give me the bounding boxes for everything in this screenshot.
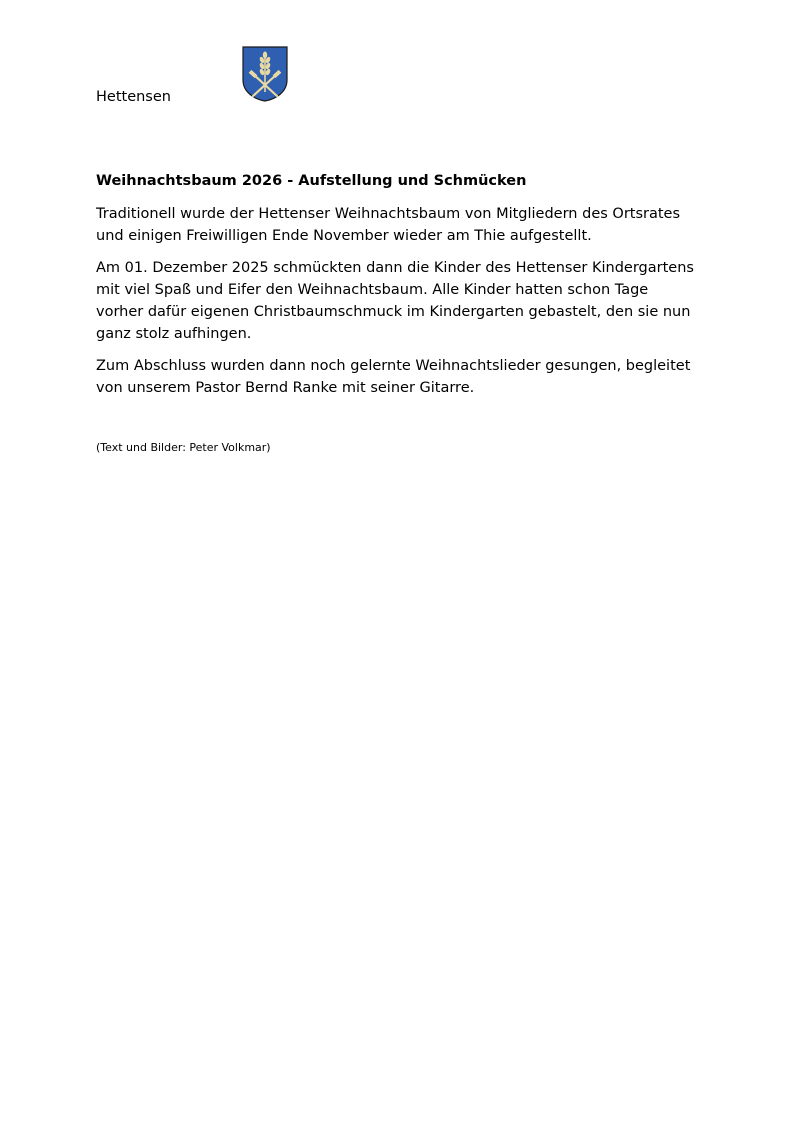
article-title: Weihnachtsbaum 2026 - Aufstellung und Schmücken — [96, 173, 527, 189]
town-name: Hettensen — [96, 89, 171, 105]
article-paragraph-3: Zum Abschluss wurden dann noch gelernte Weihnachtslieder gesungen, begleitet von unserem Pastor Bernd Ranke mit seiner Gitarre. — [96, 358, 691, 396]
article — [96, 172, 696, 409]
article-paragraph-2: Am 01. Dezember 2025 schmückten dann die Kinder des Hettenser Kindergartens mit viel Spaß und Eifer den Weihnachtsbaum. Alle Kinder hatten schon Tage vorher dafür eigenen Christbaumschmuck im Kindergarten gebastelt, den sie nun ganz stolz aufhingen. — [96, 260, 694, 342]
article-paragraph-1: Traditionell wurde der Hettenser Weihnachtsbaum von Mitgliedern des Ortsrates und einigen Freiwilligen Ende November wieder am Thie aufgestellt. — [96, 206, 681, 244]
page-header — [96, 46, 696, 106]
coat-of-arms-icon — [242, 46, 288, 102]
photo-credit: (Text und Bilder: Peter Volkmar) — [96, 441, 271, 454]
